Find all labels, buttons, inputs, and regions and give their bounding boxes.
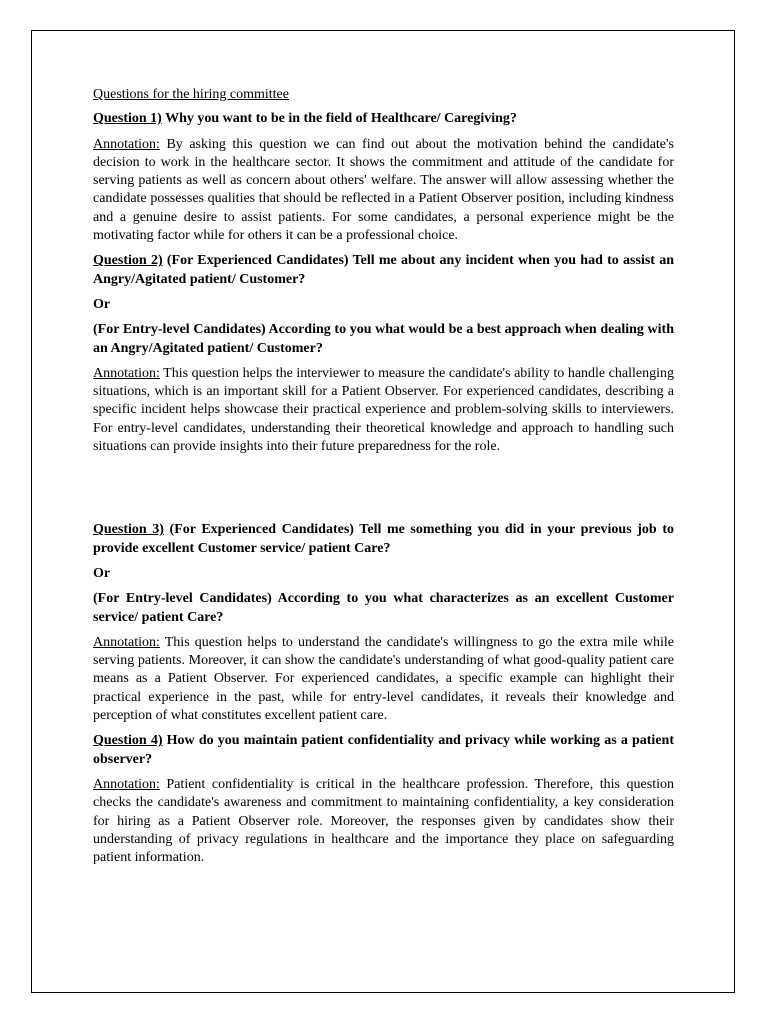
annotation-1-text: By asking this question we can find out about the motivation behind the candidate's decision to work in the healthcare sector. It shows the commitment and attitude of the candidate for serving patients as well as concern about others' welfare. The answer will allow assessing whether the candidate possesses qualities that should be reflected in a Patient Observer position, including kindness and a genuine desire to assist patients. For some candidates, a personal experience might be the motivating factor while for others it can be a professional choice.	[93, 136, 674, 244]
question-2-label: Question 2)	[93, 253, 163, 269]
question-3-text: (For Experienced Candidates) Tell me something you did in your previous job to provide excellent Customer service/ patient Care?	[93, 522, 674, 556]
annotation-4-text: Patient confidentiality is critical in the healthcare profession. Therefore, this question checks the candidate's awareness and commitment to maintaining confidentiality, a key consideration for hiring as a Patient Observer role. Moreover, the responses given by candidates show their understanding of privacy regulations in healthcare and the importance they place on safeguarding patient information.	[93, 776, 674, 866]
document-body	[93, 86, 674, 874]
question-1	[93, 110, 674, 128]
question-3-label: Question 3)	[93, 522, 164, 538]
annotation-1	[93, 136, 674, 246]
annotation-4-label: Annotation:	[93, 776, 160, 792]
question-2-text: (For Experienced Candidates) Tell me about any incident when you had to assist an Angry/Agitated patient/ Customer?	[93, 253, 674, 287]
question-4-label: Question 4)	[93, 733, 163, 749]
question-3-or: Or	[93, 565, 111, 581]
annotation-3	[93, 634, 674, 725]
annotation-1-label: Annotation:	[93, 136, 160, 152]
document-heading: Questions for the hiring committee	[93, 87, 289, 102]
annotation-3-label: Annotation:	[93, 634, 160, 650]
question-1-text: Why you want to be in the field of Healthcare/ Caregiving?	[161, 111, 517, 127]
question-1-label: Question 1)	[93, 111, 162, 127]
question-2-alt: (For Entry-level Candidates) According to you what would be a best approach when dealing with an Angry/Agitated patient/ Customer?	[93, 322, 674, 356]
annotation-4	[93, 776, 674, 867]
question-3	[93, 521, 674, 558]
annotation-2-text: This question helps the interviewer to measure the candidate's ability to handle challenging situations, which is an important skill for a Patient Observer. For experienced candidates, describing a specific incident helps showcase their practical experience and problem-solving skills to interviewers. For entry-level candidates, understanding their theoretical knowledge and approach to handling such situations can provide insights into their future preparedness for the role.	[93, 365, 674, 455]
section-spacer	[93, 463, 674, 521]
question-4-text: How do you maintain patient confidentiality and privacy while working as a patient observer?	[93, 733, 674, 767]
question-4	[93, 732, 674, 769]
annotation-2-label: Annotation:	[93, 365, 160, 381]
question-2-or: Or	[93, 296, 111, 312]
question-3-alt: (For Entry-level Candidates) According to you what characterizes as an excellent Customer service/ patient Care?	[93, 591, 674, 625]
annotation-2	[93, 365, 674, 456]
annotation-3-text: This question helps to understand the candidate's willingness to go the extra mile while serving patients. Moreover, it can show the candidate's understanding of what good-quality patient care means as a Patient Observer. For experienced candidates, a specific example can highlight their practical experience in the past, while for entry-level candidates, it reveals their knowledge and perception of what constitutes excellent patient care.	[93, 634, 674, 724]
question-2	[93, 252, 674, 289]
